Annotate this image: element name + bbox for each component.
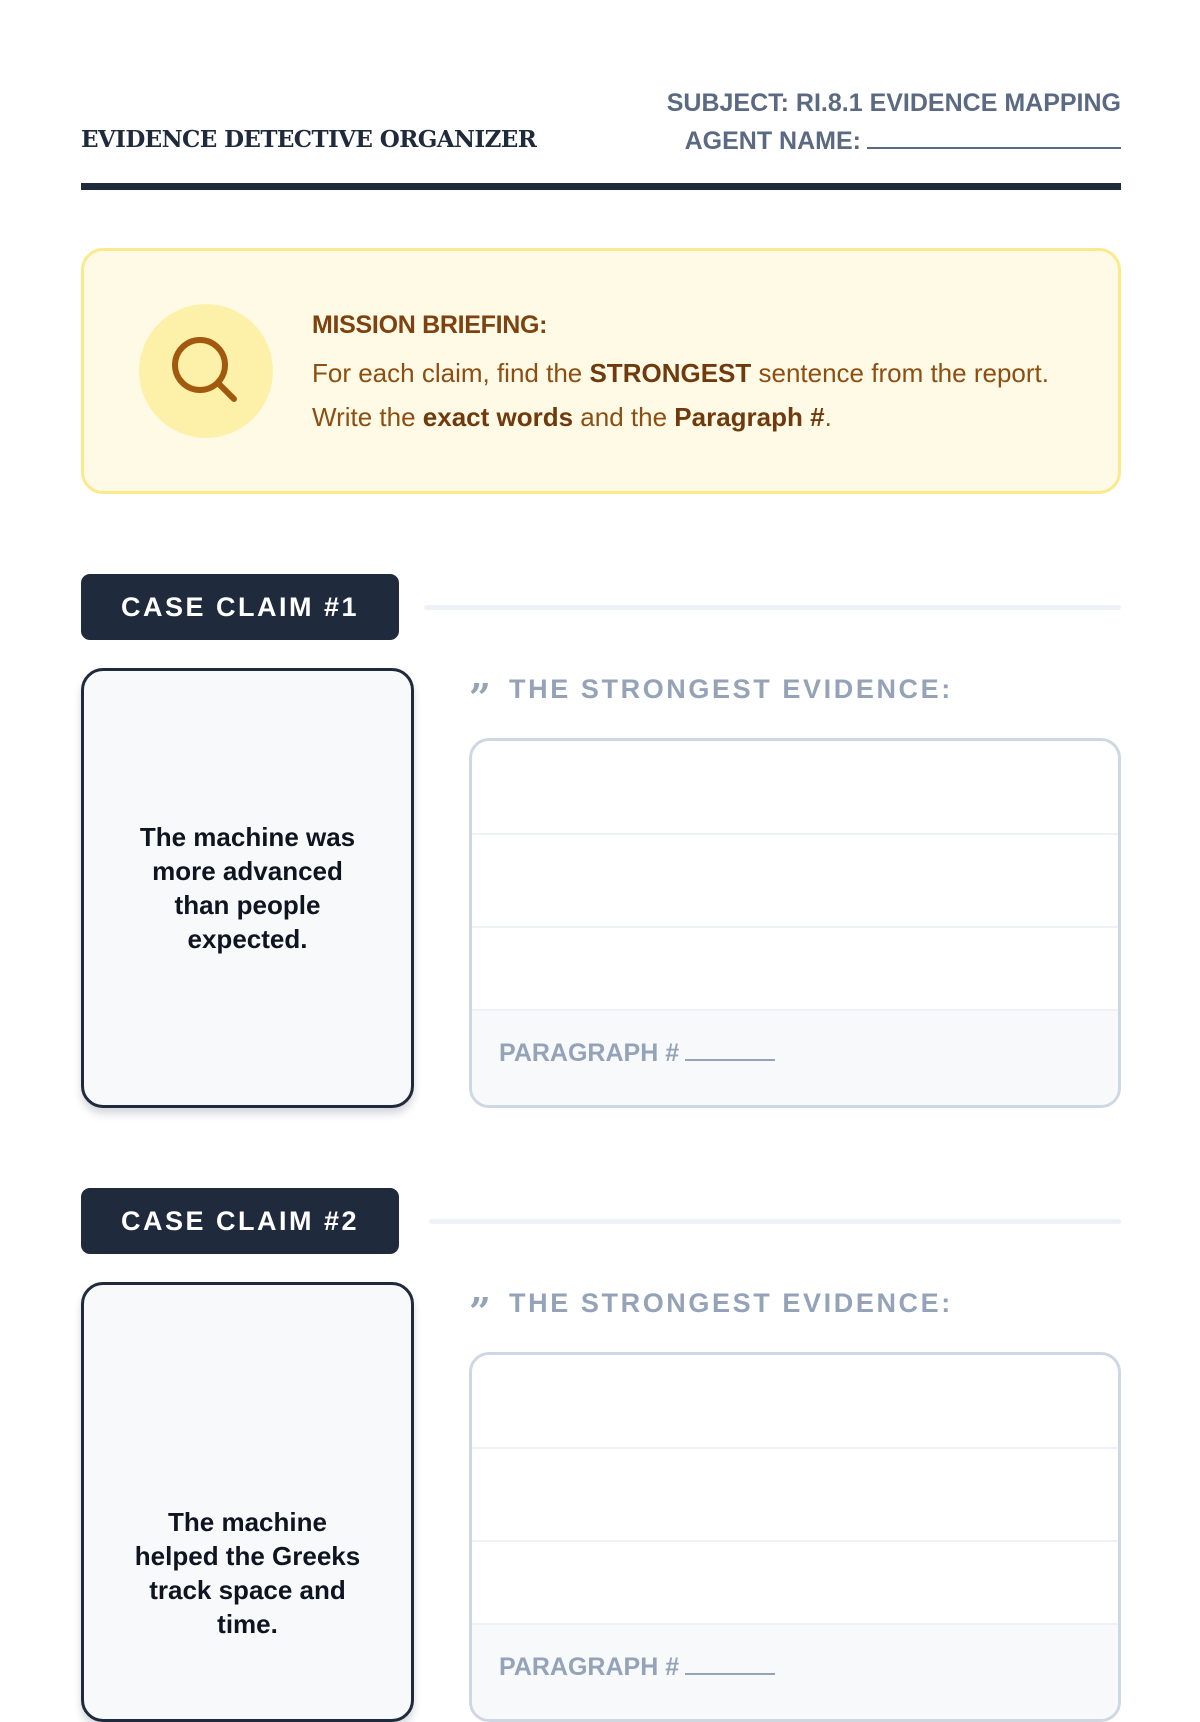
magnifying-glass-icon-badge xyxy=(139,304,273,438)
paragraph-number-field[interactable] xyxy=(499,1039,775,1068)
paragraph-number-label: PARAGRAPH # xyxy=(499,1039,680,1067)
claim-card xyxy=(81,668,414,1108)
case-claim-badge: CASE CLAIM #2 xyxy=(81,1188,399,1254)
case-claim-badge: CASE CLAIM #1 xyxy=(81,574,399,640)
agent-name-line xyxy=(667,122,1121,160)
paragraph-number-field[interactable] xyxy=(499,1653,775,1682)
claim-text: The machine helped the Greeks track space and time. xyxy=(134,1507,361,1639)
briefing-text-part: sentence from the report. Write the xyxy=(312,358,1049,432)
briefing-text-part: . xyxy=(824,402,832,432)
briefing-text-part: and the xyxy=(573,402,675,432)
header xyxy=(81,78,1121,190)
document-title: EVIDENCE DETECTIVE ORGANIZER xyxy=(81,126,537,153)
writing-line xyxy=(472,1540,1118,1542)
section-divider xyxy=(424,605,1121,610)
evidence-writing-box[interactable] xyxy=(469,738,1121,1108)
paragraph-number-blank[interactable] xyxy=(685,1655,775,1675)
magnifying-glass-icon xyxy=(169,334,243,408)
paragraph-number-blank[interactable] xyxy=(685,1041,775,1061)
claim-card xyxy=(81,1282,414,1722)
evidence-writing-box[interactable] xyxy=(469,1352,1121,1722)
quote-icon: ” xyxy=(469,1288,489,1334)
briefing-text xyxy=(312,351,1072,439)
evidence-label xyxy=(469,1288,953,1334)
briefing-text-part: For each claim, find the xyxy=(312,358,590,388)
briefing-emphasis-paragraph: Paragraph # xyxy=(674,402,825,432)
subject-line: SUBJECT: RI.8.1 EVIDENCE MAPPING xyxy=(666,89,1121,117)
briefing-title: MISSION BRIEFING: xyxy=(312,311,548,339)
section-divider xyxy=(429,1219,1121,1224)
briefing-emphasis-strongest: STRONGEST xyxy=(589,358,752,388)
worksheet-page xyxy=(81,0,1121,1681)
writing-line xyxy=(472,926,1118,928)
quote-icon: ” xyxy=(469,674,489,720)
evidence-label xyxy=(469,674,953,720)
paragraph-number-row xyxy=(472,1623,1118,1719)
writing-line xyxy=(472,1447,1118,1449)
briefing-emphasis-exact-words: exact words xyxy=(422,402,574,432)
mission-briefing xyxy=(81,248,1121,494)
agent-name-blank[interactable] xyxy=(867,127,1121,149)
header-meta xyxy=(667,84,1121,160)
evidence-label-text: THE STRONGEST EVIDENCE: xyxy=(509,674,953,704)
paragraph-number-row xyxy=(472,1009,1118,1105)
paragraph-number-label: PARAGRAPH # xyxy=(499,1653,680,1681)
evidence-label-text: THE STRONGEST EVIDENCE: xyxy=(509,1288,953,1318)
claim-text: The machine was more advanced than people expected. xyxy=(139,822,356,954)
agent-name-label: AGENT NAME: xyxy=(684,127,861,155)
writing-line xyxy=(472,833,1118,835)
